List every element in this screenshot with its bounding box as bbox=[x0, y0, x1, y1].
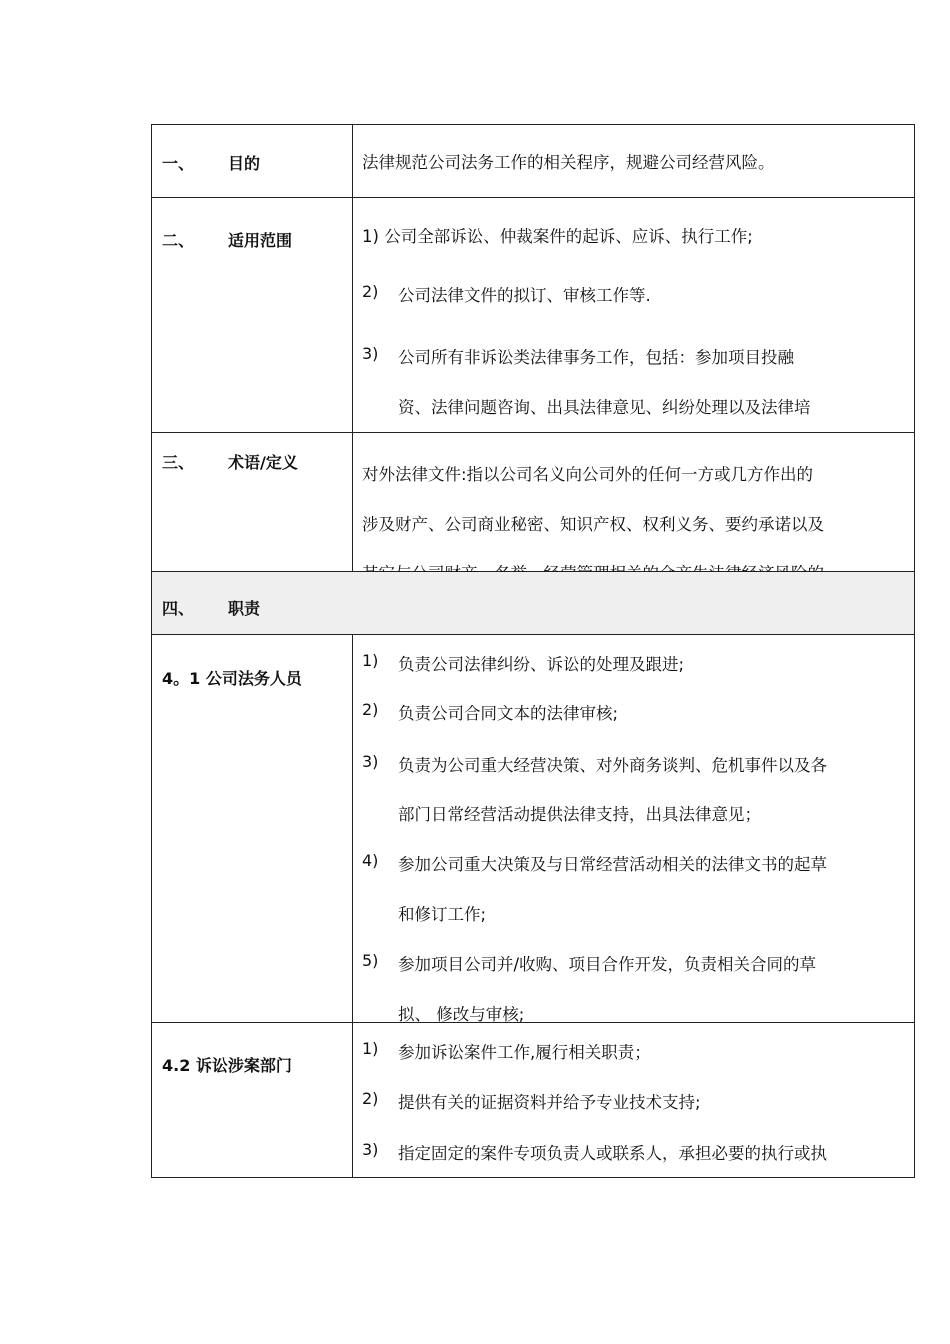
terms-line-2: 涉及财产、公司商业秘密、知识产权、权利义务、要约承诺以及 bbox=[362, 515, 824, 534]
litigation-item-2-text: 提供有关的证据资料并给予专业技术支持; bbox=[398, 1093, 701, 1112]
policy-table bbox=[151, 124, 915, 1178]
duty-item-2-text: 负责公司合同文本的法律审核; bbox=[398, 704, 619, 723]
duty-item-4-line-2: 和修订工作; bbox=[398, 905, 487, 924]
scope-content-cell bbox=[353, 198, 914, 432]
section-title: 术语/定义 bbox=[228, 453, 298, 472]
subsection-title: 4。1 公司法务人员 bbox=[162, 669, 302, 688]
litigation-item-1-number: 1) bbox=[362, 1039, 379, 1058]
litigation-item-3-number: 3) bbox=[362, 1140, 379, 1159]
purpose-content-cell bbox=[353, 125, 914, 197]
duty-item-5-number: 5) bbox=[362, 951, 379, 970]
row-scope bbox=[152, 198, 914, 433]
legal-staff-content-cell bbox=[353, 635, 914, 1022]
row-duties-header bbox=[152, 572, 914, 635]
legal-staff-label-cell bbox=[152, 635, 353, 1022]
section-title: 目的 bbox=[228, 154, 261, 173]
scope-item-2-number: 2) bbox=[362, 282, 379, 301]
duty-item-4-number: 4) bbox=[362, 851, 379, 870]
section-number: 二、 bbox=[162, 231, 195, 250]
subsection-title: 4.2 诉讼涉案部门 bbox=[162, 1056, 292, 1075]
litigation-label-cell bbox=[152, 1023, 353, 1177]
duty-item-1-number: 1) bbox=[362, 651, 379, 670]
duty-item-4-line-1: 参加公司重大决策及与日常经营活动相关的法律文书的起草 bbox=[398, 855, 827, 874]
row-terms bbox=[152, 433, 914, 572]
terms-label-cell bbox=[152, 433, 353, 571]
scope-item-1: 1) 公司全部诉讼、仲裁案件的起诉、应诉、执行工作; bbox=[362, 227, 753, 246]
scope-item-3-continuation: 资、法律问题咨询、出具法律意见、纠纷处理以及法律培 bbox=[398, 398, 811, 417]
duty-item-5-line-1: 参加项目公司并/收购、项目合作开发，负责相关合同的草 bbox=[398, 955, 817, 974]
purpose-label-cell bbox=[152, 125, 353, 197]
row-legal-staff bbox=[152, 635, 914, 1023]
row-litigation-dept bbox=[152, 1023, 914, 1177]
section-number: 三、 bbox=[162, 453, 195, 472]
duty-item-3-line-2: 部门日常经营活动提供法律支持，出具法律意见； bbox=[398, 805, 761, 824]
litigation-content-cell bbox=[353, 1023, 914, 1177]
duty-item-2-number: 2) bbox=[362, 700, 379, 719]
scope-label-cell bbox=[152, 198, 353, 432]
section-title: 职责 bbox=[228, 599, 261, 618]
duty-item-3-number: 3) bbox=[362, 752, 379, 771]
litigation-item-3-text: 指定固定的案件专项负责人或联系人，承担必要的执行或执 bbox=[398, 1144, 827, 1163]
scope-item-3-text: 公司所有非诉讼类法律事务工作，包括：参加项目投融 bbox=[398, 348, 794, 367]
duty-item-5-line-2: 拟、 修改与审核; bbox=[398, 1005, 525, 1024]
purpose-text: 法律规范公司法务工作的相关程序，规避公司经营风险。 bbox=[362, 153, 775, 172]
section-number: 一、 bbox=[162, 154, 195, 173]
litigation-item-1-text: 参加诉讼案件工作,履行相关职责； bbox=[398, 1043, 651, 1062]
duty-item-1-text: 负责公司法律纠纷、诉讼的处理及跟进; bbox=[398, 655, 685, 674]
scope-item-2-text: 公司法律文件的拟订、审核工作等. bbox=[398, 286, 651, 305]
section-number: 四、 bbox=[162, 599, 195, 618]
duty-item-3-line-1: 负责为公司重大经营决策、对外商务谈判、危机事件以及各 bbox=[398, 756, 827, 775]
terms-content-cell bbox=[353, 433, 914, 571]
section-title: 适用范围 bbox=[228, 231, 293, 250]
row-purpose bbox=[152, 125, 914, 198]
litigation-item-2-number: 2) bbox=[362, 1089, 379, 1108]
scope-item-3-number: 3) bbox=[362, 344, 379, 363]
terms-line-1: 对外法律文件:指以公司名义向公司外的任何一方或几方作出的 bbox=[362, 465, 814, 484]
